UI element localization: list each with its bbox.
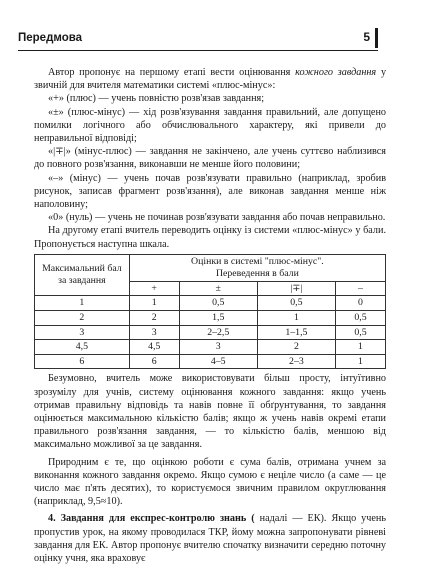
table-row (35, 311, 386, 326)
table-cell: 1 (129, 296, 179, 311)
simple-system-paragraph: Безумовно, вчитель може використовувати більш просту, інтуїтивно зрозумілу для учнів, систему оцінювання кожного завдання: якщо учень отримав правильну відповідь та навів повне її обґрунтування, то завдання оцінюється максимальною кількістю балів; якщо ж учень навів окремі етапи правильного розв'язання завдання, — то кількістю балів, меншою від максимально можливої за це завдання. (34, 373, 386, 451)
table-row (35, 340, 386, 355)
mark-zero: «0» (нуль) — учень не починав розв'язувати завдання або почав неправильно. (48, 212, 386, 224)
group-header-line1: Оцінки в системі "плюс-мінус". (191, 255, 324, 267)
table-cell: 0,5 (179, 296, 257, 311)
table-cell: 4,5 (129, 340, 179, 355)
section-four-text: Якщо учень пропустив урок, на якому проводилася ТКР, йому можна запропонувати рівневі завдання для ЕК. Автор пропонує вчителю спочатку визначити середню поточну оцінку учня, яка враховує (34, 513, 387, 565)
intro-text-b: у звичній для вчителя математики системі «плюс-мінус»: (34, 67, 387, 92)
table-cell: 4–5 (179, 354, 257, 369)
intro-text-a: Автор пропонує на першому етапі вести оцінювання (48, 67, 291, 78)
table-cell: 0,5 (257, 296, 335, 311)
table-cell: 0,5 (336, 325, 386, 340)
subheader-plus: + (129, 281, 179, 296)
table-cell: 1 (336, 354, 386, 369)
page-body (34, 66, 386, 565)
intro-paragraph (34, 66, 386, 92)
table-cell: 2 (35, 311, 130, 326)
stage-two-paragraph: На другому етапі вчитель переводить оцінку із системи «плюс-мінус» у бали. Пропонується наступна шкала. (34, 225, 386, 250)
table-cell: 2–2,5 (179, 325, 257, 340)
group-header-line2: Переведення в бали (215, 267, 299, 279)
running-header (18, 30, 378, 48)
header-title: Передмова (18, 32, 83, 44)
table-header-row (35, 254, 386, 281)
subheader-minus: – (336, 281, 386, 296)
subheader-plus-minus: ± (179, 281, 257, 296)
table-cell: 6 (129, 354, 179, 369)
table-cell: 1 (336, 340, 386, 355)
table-cell: 4,5 (35, 340, 130, 355)
page-number: 5 (363, 30, 370, 44)
table-cell: 0 (336, 296, 386, 311)
table-cell: 1 (35, 296, 130, 311)
subheader-minus-plus: |∓| (257, 281, 335, 296)
score-conversion-table (34, 254, 386, 370)
table-cell: 2–3 (257, 354, 335, 369)
max-score-header: Максимальний бал за завдання (35, 254, 130, 296)
intro-term: кожного завдання (295, 67, 377, 78)
table-cell: 3 (35, 325, 130, 340)
table-cell: 3 (129, 325, 179, 340)
table-cell: 1,5 (179, 311, 257, 326)
header-rule (18, 50, 378, 51)
table-cell: 3 (179, 340, 257, 355)
sum-paragraph: Природним є те, що оцінкою роботи є сума балів, отримана учнем за виконання кожного завдання окремо. Якщо сумою є неціле число (а саме — це число має п'ять десятих), то користуємося звичним правилом округлювання (наприклад, 9,5≈10). (34, 456, 386, 508)
mark-plus: «+» (плюс) — учень повністю розв'язав завдання; (48, 93, 265, 105)
table-row (35, 296, 386, 311)
table-cell: 1–1,5 (257, 325, 335, 340)
table-cell: 1 (257, 311, 335, 326)
table-row (35, 325, 386, 340)
group-header (129, 254, 385, 281)
section-four-paragraph (34, 512, 386, 565)
section-four-heading: 4. Завдання для експрес-контролю знань ( (48, 513, 255, 525)
mark-plus-minus: «±» (плюс-мінус) — хід розв'язування завдання правильний, але допущено помилки логічного або обчислювального характеру, які привели до неправильної відповіді; (34, 106, 386, 145)
section-four-aside: надалі — ЕК). (259, 513, 327, 525)
mark-minus-plus: «|∓|» (мінус-плюс) — завдання не закінчено, але учень суттєво наблизився до повного розв'язання, виконавши не менше його половини; (34, 146, 386, 171)
table-cell: 2 (129, 311, 179, 326)
table-cell: 6 (35, 354, 130, 369)
table-row (35, 354, 386, 369)
header-tick-mark (375, 28, 378, 48)
table-cell: 0,5 (336, 311, 386, 326)
mark-minus: «–» (мінус) — учень почав розв'язувати правильно (наприклад, зробив рисунок, записав фрагмент розв'язання), але виконав завдання менше ніж наполовину; (34, 172, 386, 211)
table-cell: 2 (257, 340, 335, 355)
